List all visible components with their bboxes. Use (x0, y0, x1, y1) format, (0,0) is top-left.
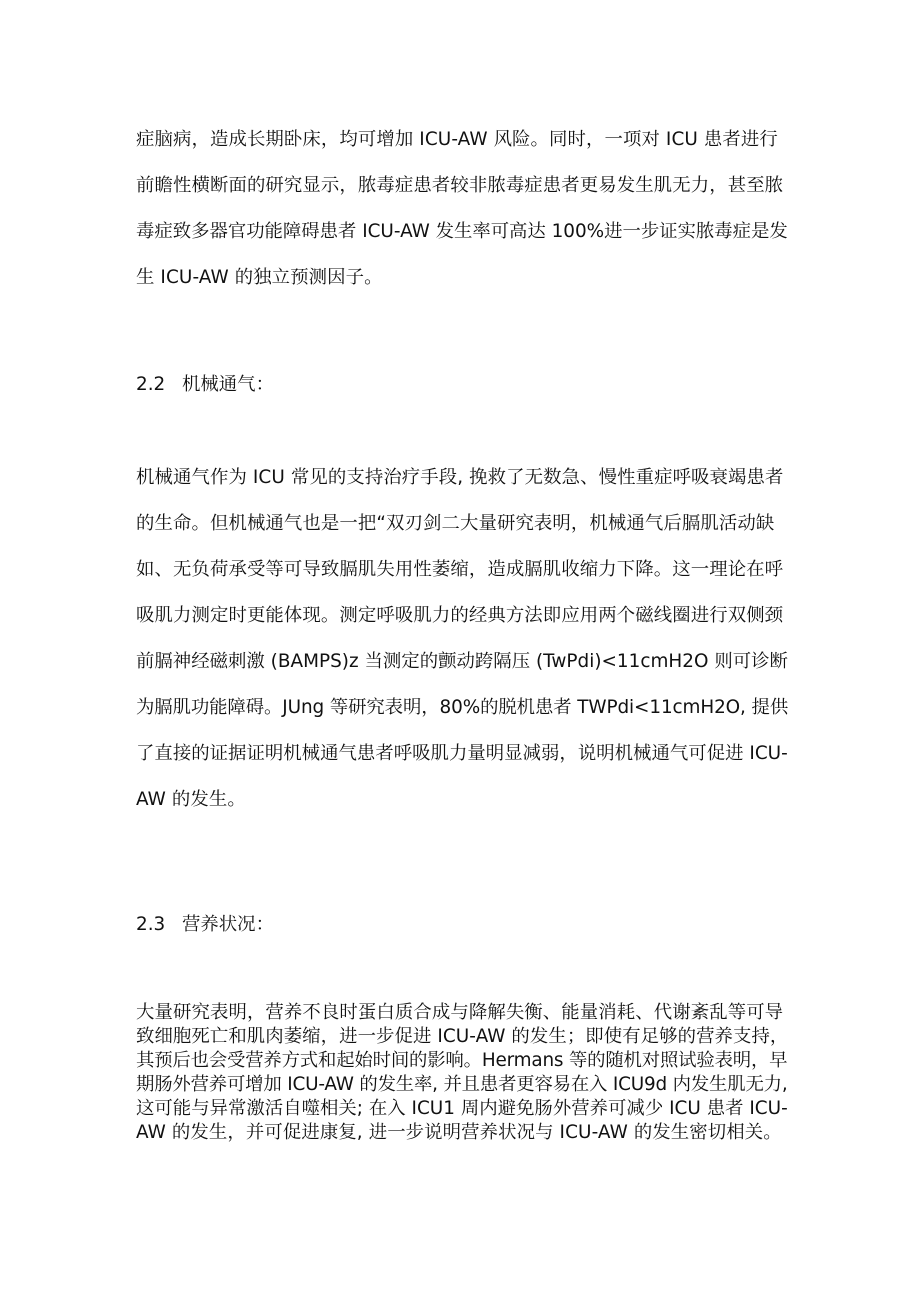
text-line: 毒症致多器官功能障碍患者 ICU-AW 发生率可高达 100%进一步证实脓毒症是发 (136, 221, 788, 242)
text-line: 如、无负荷承受等可导致膈肌失用性萎缩，造成膈肌收缩力下降。这一理论在呼 (136, 559, 784, 580)
section-heading-2-3 (136, 910, 274, 936)
section-number: 2.2 (136, 374, 166, 395)
text-line: 期肠外营养可增加 ICU-AW 的发生率, 并且患者更容易在入 ICU9d 内发生肌无力, (136, 1074, 788, 1095)
paragraph-sepsis (136, 117, 788, 301)
text-line: 症脑病，造成长期卧床，均可增加 ICU-AW 风险。同时，一项对 ICU 患者进行 (136, 129, 778, 150)
text-line: 生 ICU-AW 的独立预测因子。 (136, 267, 383, 288)
text-line: 大量研究表明，营养不良时蛋白质合成与降解失衡、能量消耗、代谢紊乱等可导 (136, 1002, 784, 1023)
text-line: 这可能与异常激活自噬相关; 在入 ICU1 周内避免肠外营养可减少 ICU 患者 ICU- (136, 1098, 788, 1119)
text-line: 其预后也会受营养方式和起始时间的影响。Hermans 等的随机对照试验表明，早 (136, 1050, 788, 1071)
section-title: 营养状况： (182, 914, 274, 935)
text-line: 为膈肌功能障碍。JUng 等研究表明，80%的脱机患者 TWPdi<11cmH2O, 提供 (136, 697, 789, 718)
text-line: AW 的发生，并可促进康复, 进一步说明营养状况与 ICU-AW 的发生密切相关。 (136, 1122, 782, 1143)
section-number: 2.3 (136, 914, 166, 935)
text-line: 致细胞死亡和肌肉萎缩，进一步促进 ICU-AW 的发生；即使有足够的营养支持， (136, 1026, 789, 1047)
text-line: 吸肌力测定时更能体现。测定呼吸肌力的经典方法即应用两个磁线圈进行双侧颈 (136, 605, 784, 626)
text-line: 了直接的证据证明机械通气患者呼吸肌力量明显减弱，说明机械通气可促进 ICU- (136, 743, 788, 764)
text-line: 的生命。但机械通气也是一把“双刃剑二大量研究表明，机械通气后膈肌活动缺 (136, 513, 775, 534)
text-line: 前瞻性横断面的研究显示，脓毒症患者较非脓毒症患者更易发生肌无力，甚至脓 (136, 175, 784, 196)
paragraph-nutrition (136, 1001, 788, 1145)
section-heading-2-2 (136, 370, 274, 396)
text-line: AW 的发生。 (136, 789, 246, 810)
paragraph-mechanical-ventilation (136, 455, 788, 823)
section-title: 机械通气： (182, 374, 274, 395)
text-line: 机械通气作为 ICU 常见的支持治疗手段, 挽救了无数急、慢性重症呼吸衰竭患者 (136, 467, 784, 488)
text-line: 前膈神经磁刺激 (BAMPS)z 当测定的颤动跨隔压 (TwPdi)<11cmH2O 则可诊断 (136, 651, 788, 672)
